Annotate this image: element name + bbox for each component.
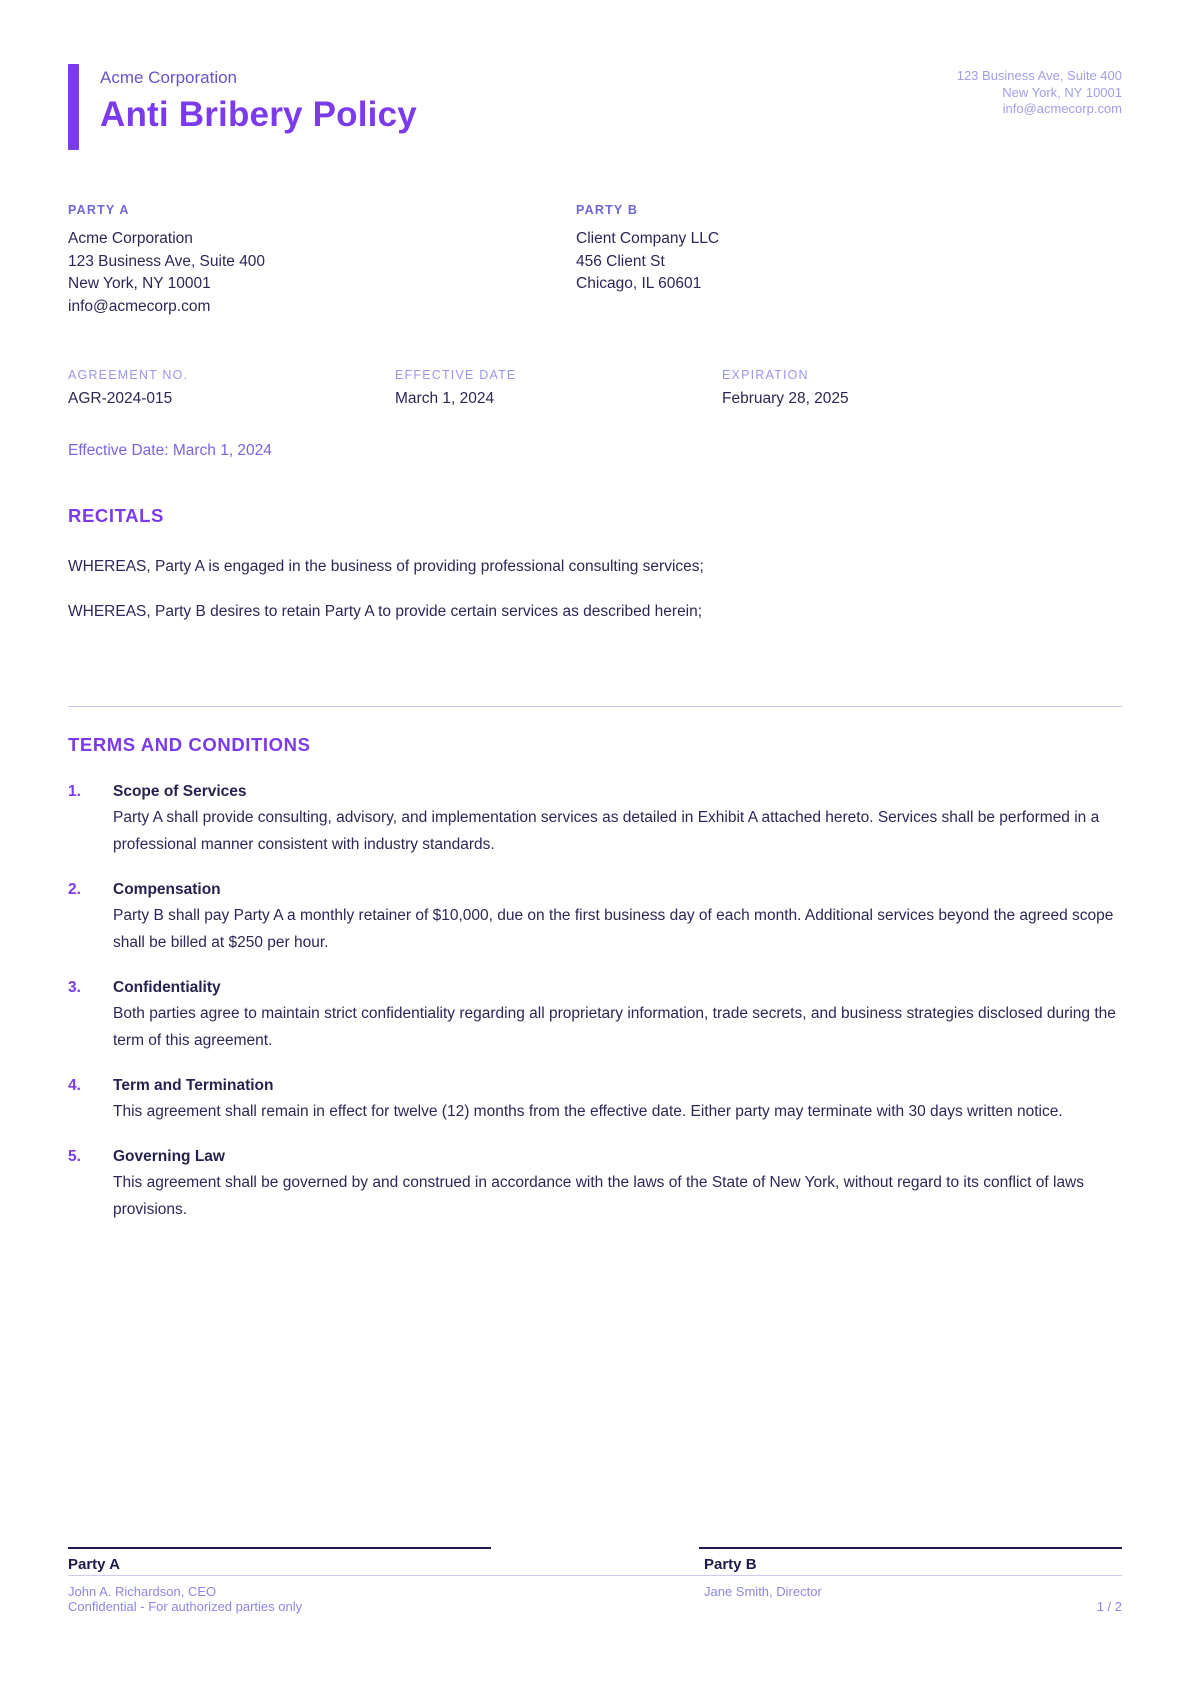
party-a-line: 123 Business Ave, Suite 400: [68, 252, 266, 270]
document-header: [68, 64, 1122, 150]
party-b-signature-line: [699, 1547, 1122, 1549]
clauses-list: [68, 781, 1122, 1223]
agreement-meta-row: [68, 368, 1122, 408]
party-b-line: Client Company LLC: [576, 230, 720, 247]
expiration-value: February 28, 2025: [722, 390, 849, 407]
clause-term-and-termination: [68, 1075, 1122, 1125]
party-b-line: 456 Client St: [576, 252, 665, 270]
party-a-line: New York, NY 10001: [68, 275, 211, 292]
clause-scope-of-services: [68, 781, 1122, 858]
clause-number: 5.: [68, 1148, 81, 1165]
recitals-heading: RECITALS: [68, 505, 164, 526]
clause-number: 3.: [68, 979, 81, 996]
page-number: 1 / 2: [1096, 1599, 1122, 1614]
document-title: Anti Bribery Policy: [100, 95, 417, 134]
clause-title: Governing Law: [113, 1148, 225, 1165]
party-a-line: Acme Corporation: [68, 230, 193, 247]
address-line: info@acmecorp.com: [1002, 101, 1122, 116]
clause-title: Compensation: [113, 881, 221, 898]
party-a-line: info@acmecorp.com: [68, 297, 211, 315]
signature-footer-block: [68, 1547, 1122, 1637]
clause-body: This agreement shall remain in effect for twelve (12) months from the effective date. Either party may terminate with 30 days written notice.: [113, 1103, 1063, 1120]
clause-body: Both parties agree to maintain strict confidentiality regarding all proprietary information, trade secrets, and business strategies disclosed during the term of this agreement.: [113, 1005, 1116, 1049]
header-titles: [100, 64, 417, 135]
clause-body: This agreement shall be governed by and construed in accordance with the laws of the State of New York, without regard to its conflict of laws provisions.: [113, 1174, 1085, 1218]
clause-title: Scope of Services: [113, 783, 247, 800]
clause-number: 4.: [68, 1077, 81, 1094]
clause-title: Term and Termination: [113, 1077, 274, 1094]
party-a-signer-name: John A. Richardson, CEO: [68, 1584, 217, 1599]
company-address: [957, 64, 1122, 118]
section-divider: [68, 706, 1122, 707]
party-b-label: PARTY B: [576, 203, 639, 217]
confidential-notice: Confidential - For authorized parties only: [68, 1599, 303, 1614]
clause-number: 2.: [68, 881, 81, 898]
party-b-signature-label: Party B: [704, 1556, 757, 1573]
party-a-signature-line: [68, 1547, 491, 1549]
party-b-signer-name: Jane Smith, Director: [704, 1584, 822, 1599]
parties-section: [68, 203, 1122, 318]
footer-divider: [68, 1575, 1122, 1576]
clause-title: Confidentiality: [113, 979, 221, 996]
expiration-field: [722, 368, 1049, 408]
party-a-signature-label: Party A: [68, 1556, 120, 1573]
party-a-label: PARTY A: [68, 203, 130, 217]
clause-body: Party A shall provide consulting, advisory, and implementation services as detailed in Exhibit A attached hereto. Services shall be performed in a professional manner consistent with industry standards.: [113, 809, 1100, 853]
party-b-block: [576, 203, 1122, 318]
header-accent-bar: [68, 64, 79, 150]
effective-date-field: [395, 368, 722, 408]
address-line: New York, NY 10001: [1002, 84, 1122, 100]
company-name: Acme Corporation: [100, 68, 238, 87]
clause-compensation: [68, 879, 1122, 956]
terms-heading: TERMS AND CONDITIONS: [68, 734, 311, 755]
expiration-label: EXPIRATION: [722, 368, 809, 382]
recital-paragraph: WHEREAS, Party A is engaged in the business of providing professional consulting services;: [68, 558, 704, 575]
agreement-number-value: AGR-2024-015: [68, 390, 173, 407]
party-a-block: [68, 203, 576, 318]
recital-paragraph: WHEREAS, Party B desires to retain Party A to provide certain services as described herein;: [68, 603, 703, 620]
clause-body: Party B shall pay Party A a monthly retainer of $10,000, due on the first business day of each month. Additional services beyond the agreed scope shall be billed at $250 per hour.: [113, 907, 1114, 951]
effective-date-label: EFFECTIVE DATE: [395, 368, 517, 382]
address-line: 123 Business Ave, Suite 400: [956, 68, 1122, 83]
clause-number: 1.: [68, 783, 81, 800]
effective-date-line: Effective Date: March 1, 2024: [68, 442, 272, 459]
agreement-number-label: AGREEMENT NO.: [68, 368, 189, 382]
party-b-line: Chicago, IL 60601: [576, 275, 702, 292]
clause-confidentiality: [68, 977, 1122, 1054]
clause-governing-law: [68, 1146, 1122, 1223]
effective-date-value: March 1, 2024: [395, 390, 495, 407]
agreement-number-field: [68, 368, 395, 408]
